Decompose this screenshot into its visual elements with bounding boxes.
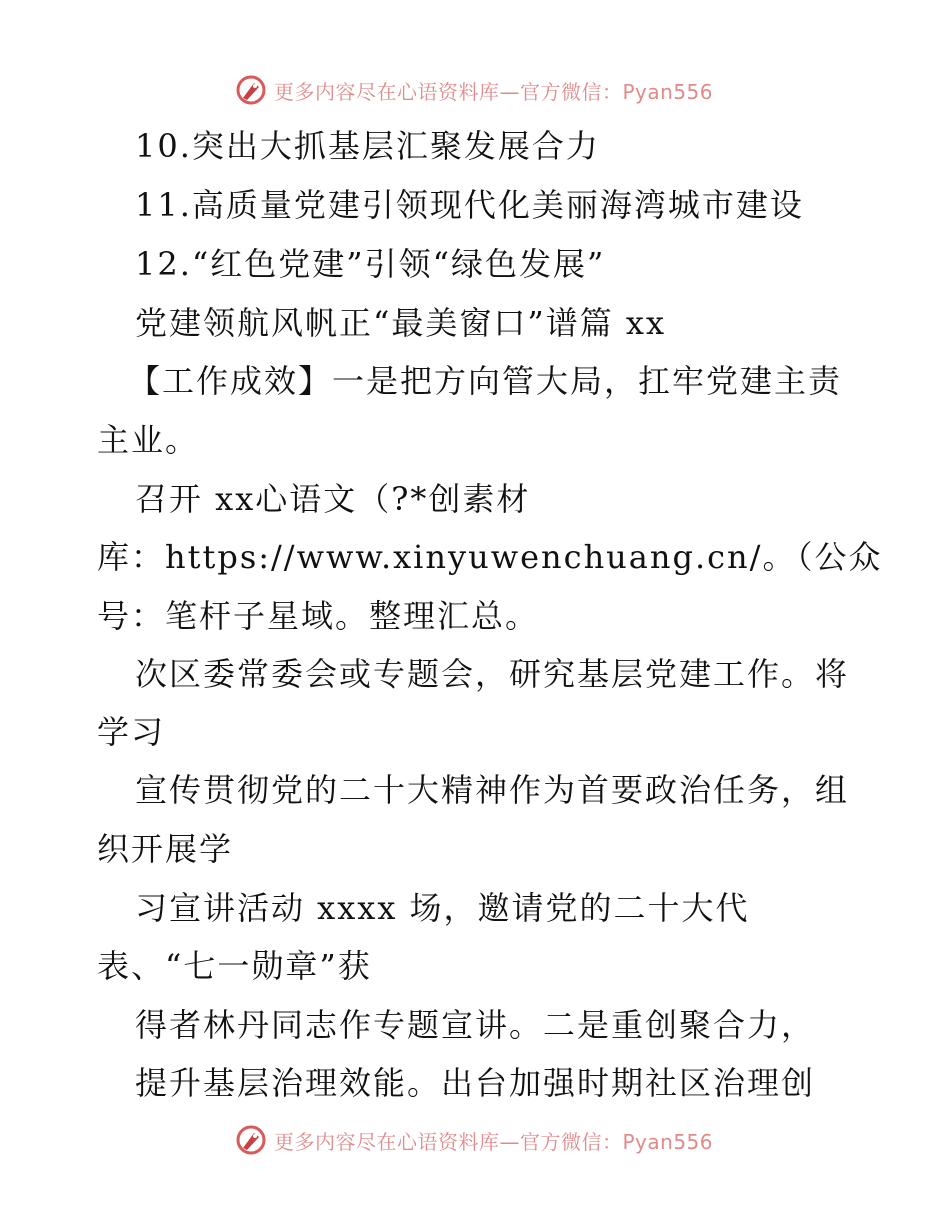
text-line: 宣传贯彻党的二十大精神作为首要政治任务，组 <box>135 771 850 809</box>
text-line: 表、“七一勋章”获 <box>97 947 372 985</box>
text-line: 主业。 <box>97 421 200 459</box>
footer-watermark <box>234 1120 714 1160</box>
text-line: 召开 xx心语文（?*创素材 <box>135 480 531 518</box>
text-line: 10.突出大抓基层汇聚发展合力 <box>135 127 600 165</box>
text-line: 11.高质量党建引领现代化美丽海湾城市建设 <box>135 186 804 224</box>
text-line: 库：https://www.xinyuwenchuang.cn/。（公众 <box>97 538 883 576</box>
text-line: 党建领航风帆正“最美窗口”谱篇 xx <box>135 304 666 342</box>
text-line: 号：笔杆子星域。整理汇总。 <box>97 597 540 635</box>
watermark-text: 更多内容尽在心语资料库—官方微信：Pyan556 <box>274 79 714 104</box>
header-watermark <box>234 70 714 110</box>
text-line: 12.“红色党建”引领“绿色发展” <box>135 245 606 283</box>
text-line: 习宣讲活动 xxxx 场，邀请党的二十大代 <box>135 889 750 927</box>
text-line: 提升基层治理效能。出台加强时期社区治理创 <box>135 1064 816 1102</box>
pen-nib-logo-icon <box>234 73 268 107</box>
text-line: 学习 <box>97 713 166 751</box>
pen-nib-logo-icon <box>234 1123 268 1157</box>
watermark-text: 更多内容尽在心语资料库—官方微信：Pyan556 <box>274 1129 714 1154</box>
text-line: 【工作成效】一是把方向管大局，扛牢党建主责 <box>128 362 843 400</box>
text-line: 得者林丹同志作专题宣讲。二是重创聚合力， <box>135 1006 816 1044</box>
text-line: 织开展学 <box>97 830 234 868</box>
text-line: 次区委常委会或专题会，研究基层党建工作。将 <box>135 655 850 693</box>
